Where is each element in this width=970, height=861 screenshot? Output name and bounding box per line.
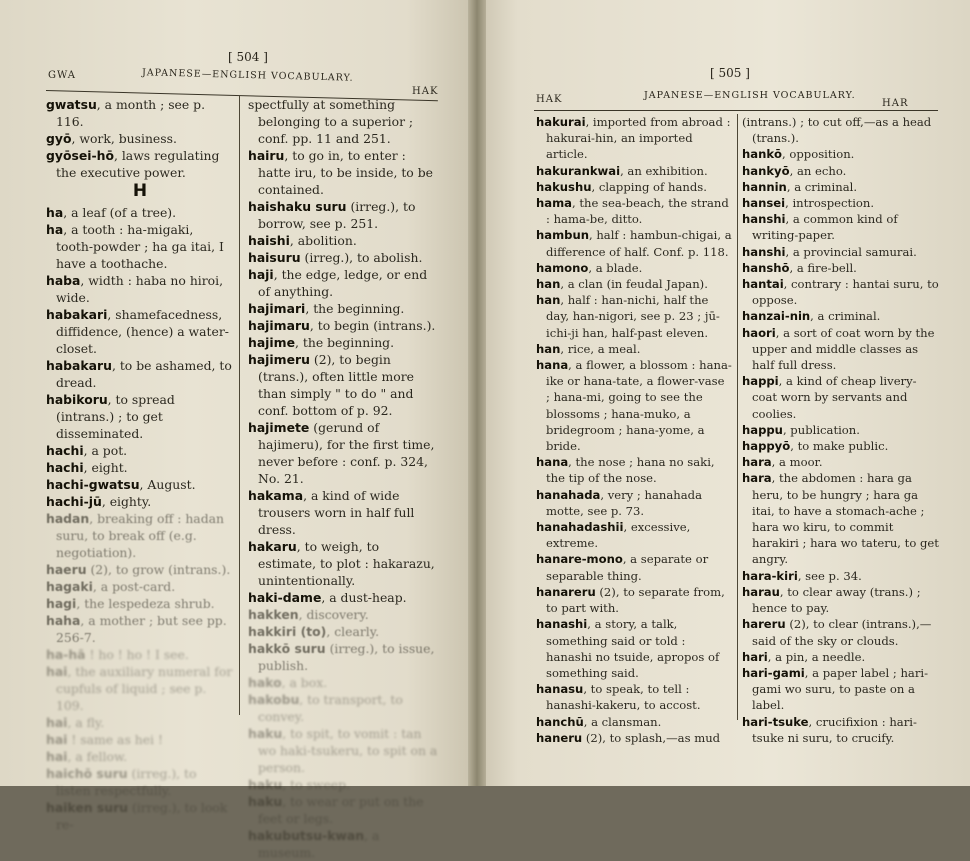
definition: , laws regulating the executive power. [56, 148, 220, 180]
entry [248, 827, 438, 861]
headword: hai [46, 749, 68, 764]
headword: hakken [248, 607, 299, 622]
entry [46, 306, 234, 357]
entry [248, 249, 438, 266]
definition: , a fire-bell. [789, 260, 857, 275]
entry [248, 351, 438, 419]
definition: (irreg.), to borrow, see p. 251. [258, 199, 416, 231]
definition: , a post-card. [92, 579, 176, 594]
entry [46, 96, 234, 130]
definition: , imported from abroad : hakurai-hin, an imported article. [546, 115, 731, 162]
entry [536, 681, 732, 713]
entry [742, 665, 940, 714]
headword: gyōsei-hō [46, 148, 114, 163]
headword: hajimaru [248, 318, 310, 333]
headword: hanare-mono [536, 552, 623, 567]
entry [248, 147, 438, 198]
entry [46, 493, 234, 510]
entry [46, 731, 234, 748]
definition: , a clansman. [583, 714, 662, 729]
definition: , see p. 34. [797, 568, 862, 583]
definition: , excessive, extreme. [546, 520, 691, 551]
headword: habakaru [46, 358, 112, 373]
definition: , a kind of wide trousers worn in half full dress. [258, 488, 415, 537]
entry [536, 114, 732, 163]
entry [248, 640, 438, 674]
headword: hara [742, 471, 772, 486]
headword: happyō [742, 439, 791, 454]
headword: haha [46, 613, 81, 628]
entry [536, 163, 732, 179]
definition: , half : han-nichi, half the day, han-nigori, see p. 23 ; jū-ichi-ji han, half-past eleven. [546, 293, 720, 340]
headword: ha-hā [46, 647, 86, 662]
entry [742, 114, 940, 146]
entry [742, 325, 940, 374]
definition: , a moor. [771, 455, 823, 470]
entry [248, 793, 438, 827]
definition: , the edge, ledge, or end of anything. [258, 267, 428, 299]
headword: haori [742, 325, 776, 340]
headword: hara [742, 455, 772, 470]
definition: , a museum. [258, 828, 380, 860]
headword: hai [46, 664, 68, 679]
entry [536, 292, 732, 341]
entry [536, 341, 732, 357]
headword: haishaku suru [248, 199, 347, 214]
entry [248, 538, 438, 589]
headword: hachi-gwatsu [46, 477, 140, 492]
entry [536, 714, 732, 730]
entry [536, 357, 732, 454]
headword: haisuru [248, 250, 301, 265]
headword: han [536, 277, 561, 292]
headword: ha [46, 222, 64, 237]
headword: gyō [46, 131, 72, 146]
headword: hareru [742, 617, 786, 632]
definition: , a criminal. [810, 309, 881, 324]
headword: hari-gami [742, 665, 805, 680]
definition: , a dust-heap. [321, 590, 407, 605]
page-number: [ 504 ] [228, 50, 268, 64]
headword: hana [536, 455, 569, 470]
headword: ha [46, 205, 64, 220]
entry [248, 317, 438, 334]
headword: haku [248, 777, 283, 792]
headword: happu [742, 422, 783, 437]
headword: hajime [248, 335, 295, 350]
entry [536, 584, 732, 616]
running-head-right: HAR [882, 98, 909, 109]
definition: , to begin (intrans.). [309, 318, 436, 333]
entry [536, 730, 732, 746]
headword: hanshō [742, 260, 790, 275]
running-head-left: HAK [536, 94, 563, 105]
definition: , discovery. [298, 607, 369, 622]
entry [536, 551, 732, 583]
headword: hanareru [536, 584, 596, 599]
definition: , the beginning. [305, 301, 405, 316]
entry [46, 272, 234, 306]
definition: , the auxiliary numeral for cupfuls of liquid ; see p. 109. [56, 664, 233, 713]
entry [742, 454, 940, 470]
entry [742, 422, 940, 438]
headword: hakushu [536, 179, 592, 194]
headword: hakkiri (to) [248, 624, 327, 639]
definition: , a paper label ; hari-gami wo suru, to paste on a label. [752, 665, 929, 713]
header-rule [534, 110, 938, 111]
entry [536, 179, 732, 195]
definition: , clapping of hands. [591, 179, 707, 194]
definition: , a mother ; but see pp. 256-7. [56, 613, 227, 645]
entry [46, 663, 234, 714]
headword: haichō suru [46, 766, 128, 781]
definition: , the abdomen : hara ga heru, to be hungry ; hara ga itai, to have a stomach-ache ; hara wo kiru, to commit harakiri ; hara wo tateru, to get angry. [752, 471, 939, 567]
definition: , to speak, to tell : hanashi-kakeru, to accost. [546, 682, 701, 713]
definition: , a pin, a needle. [767, 649, 866, 664]
definition: , contrary : hantai suru, to oppose. [752, 277, 939, 308]
headword: hakurankwai [536, 163, 621, 178]
headword: hachi-jū [46, 494, 102, 509]
definition: , to be ashamed, to dread. [56, 358, 232, 390]
headword: haki-dame [248, 590, 322, 605]
headword: gwatsu [46, 97, 97, 112]
definition: , a provincial samurai. [785, 244, 917, 259]
left-column-2 [248, 96, 438, 861]
definition: , a clan (in feudal Japan). [560, 277, 708, 292]
entry [536, 276, 732, 292]
entry [46, 510, 234, 561]
headword: han [536, 293, 561, 308]
right-column-1 [536, 114, 732, 746]
entry [742, 584, 940, 616]
headword: haeru [46, 562, 87, 577]
left-page [0, 0, 478, 860]
entry [46, 765, 234, 799]
section-letter: H [132, 181, 148, 201]
entry [248, 674, 438, 691]
entry [46, 459, 234, 476]
headword: hanahadashii [536, 520, 624, 535]
entry [742, 163, 940, 179]
entry [46, 578, 234, 595]
definition: , abolition. [289, 233, 357, 248]
headword: hanasu [536, 682, 584, 697]
definition: ! same as hei ! [67, 732, 163, 747]
definition: , the lespedeza shrub. [76, 596, 215, 611]
definition: , an exhibition. [620, 163, 708, 178]
definition: (2), to clear (intrans.),—said of the sky or clouds. [752, 617, 932, 648]
entry [742, 211, 940, 243]
definition: , to weigh, to estimate, to plot : hakarazu, unintentionally. [258, 539, 435, 588]
running-head-right: HAK [412, 86, 439, 97]
definition: , half : hambun-chigai, a difference of half. Conf. p. 118. [546, 228, 732, 259]
page-number: [ 505 ] [710, 66, 750, 80]
entry [46, 646, 234, 663]
headword: haku [248, 794, 283, 809]
headword: haji [248, 267, 274, 282]
definition: , a box. [281, 675, 328, 690]
entry [46, 748, 234, 765]
definition: , the beginning. [295, 335, 395, 350]
headword: hanshi [742, 244, 786, 259]
definition: , eighty. [101, 494, 152, 509]
entry [248, 725, 438, 776]
definition: , to transport, to convey. [258, 692, 403, 724]
definition: (gerund of hajimeru), for the first time, never before : conf. p. 324, No. 21. [258, 420, 435, 486]
definition: , a pot. [83, 443, 128, 458]
book-gutter [468, 0, 486, 786]
entry [46, 612, 234, 646]
headword: hantai [742, 277, 784, 292]
running-head-center: JAPANESE—ENGLISH VOCABULARY. [644, 90, 856, 101]
definition: , a fly. [67, 715, 105, 730]
definition: , to spread (intrans.) ; to get disseminated. [56, 392, 175, 441]
definition: , a blade. [588, 260, 643, 275]
headword: haishi [248, 233, 290, 248]
definition: , a tooth : ha-migaki, tooth-powder ; ha ga itai, I have a toothache. [56, 222, 224, 271]
definition: , shamefacedness, diffidence, (hence) a water-closet. [56, 307, 229, 356]
entry [46, 561, 234, 578]
definition: , a sort of coat worn by the upper and middle classes as half full dress. [752, 325, 935, 373]
headword: hambun [536, 228, 589, 243]
entry [742, 470, 940, 567]
definition: (2), to separate from, to part with. [546, 584, 725, 616]
definition: , a fellow. [67, 749, 128, 764]
running-head-center: JAPANESE—ENGLISH VOCABULARY. [141, 67, 354, 84]
definition: (irreg.), to issue, publish. [258, 641, 435, 673]
definition: , a month ; see p. 116. [56, 97, 206, 129]
right-column-2 [742, 114, 940, 746]
headword: hajimeru [248, 352, 310, 367]
entry [742, 438, 940, 454]
headword: haba [46, 273, 81, 288]
entry [536, 487, 732, 519]
entry [248, 198, 438, 232]
definition: , to wear or put on the feet or legs. [258, 794, 424, 826]
headword: hako [248, 675, 282, 690]
headword: haiken suru [46, 800, 129, 815]
right-page [478, 0, 970, 786]
headword: hansei [742, 196, 786, 211]
entry [742, 649, 940, 665]
entry [536, 616, 732, 681]
definition: , a kind of cheap livery-coat worn by servants and coolies. [752, 374, 917, 421]
entry [248, 776, 438, 793]
definition: (2), to splash,—as mud [582, 730, 721, 745]
definition: , width : haba no hiroi, wide. [56, 273, 224, 305]
entry [536, 519, 732, 551]
definition: (irreg.), to abolish. [300, 250, 423, 265]
headword: hai [46, 715, 68, 730]
definition: , publication. [782, 422, 860, 437]
headword: hari-tsuke [742, 714, 809, 729]
headword: hakubutsu-kwan [248, 828, 365, 843]
entry [248, 487, 438, 538]
definition: , an echo. [789, 163, 847, 178]
entry [742, 146, 940, 162]
headword: hamono [536, 260, 589, 275]
entry [248, 589, 438, 606]
headword: hairu [248, 148, 285, 163]
headword: hanashi [536, 617, 588, 632]
definition: , a leaf (of a tree). [63, 205, 177, 220]
headword: harau [742, 584, 780, 599]
headword: hanzai-nin [742, 309, 811, 324]
entry [248, 96, 438, 147]
definition: , to clear away (trans.) ; hence to pay. [752, 584, 921, 616]
definition: , to go in, to enter : hatte iru, to be inside, to be contained. [258, 148, 433, 197]
entry [536, 195, 732, 227]
headword: han [536, 341, 561, 356]
definition: , a flower, a blossom : hana-ike or hana-tate, a flower-vase ; hana-mi, going to see the blossoms ; hana-muko, a bridegroom ; hana-yome, a bride. [546, 358, 732, 454]
headword: haku [248, 726, 283, 741]
entry [46, 204, 234, 221]
definition: , work, business. [71, 131, 177, 146]
entry [248, 334, 438, 351]
definition: (intrans.) ; to cut off,—as a head (trans.). [742, 115, 932, 146]
headword: hakama [248, 488, 304, 503]
definition: , the sea-beach, the strand : hama-be, ditto. [546, 196, 729, 227]
entry [742, 616, 940, 648]
definition: , a common kind of writing-paper. [752, 212, 898, 243]
headword: hari [742, 649, 768, 664]
entry [742, 179, 940, 195]
definition: , introspection. [785, 196, 875, 211]
headword: hadan [46, 511, 90, 526]
definition: spectfully at something belonging to a superior ; conf. pp. 11 and 251. [248, 97, 414, 146]
entry [46, 714, 234, 731]
entry [248, 266, 438, 300]
headword: hachi [46, 443, 84, 458]
definition: (irreg.), to listen respectfully. [56, 766, 197, 798]
headword: habakari [46, 307, 108, 322]
running-head-left: GWA [48, 70, 76, 81]
entry [536, 260, 732, 276]
headword: hachi [46, 460, 84, 475]
entry [46, 442, 234, 459]
entry [248, 606, 438, 623]
definition: (2), to begin (trans.), often little more than simply " to do " and conf. bottom of p. 92. [258, 352, 414, 418]
entry [248, 623, 438, 640]
entry [742, 244, 940, 260]
entry [46, 221, 234, 272]
definition: , to make public. [790, 439, 889, 454]
definition: , August. [139, 477, 196, 492]
headword: hana [536, 358, 569, 373]
entry [46, 595, 234, 612]
entry [536, 227, 732, 259]
headword: hagi [46, 596, 77, 611]
column-divider [737, 114, 738, 720]
entry [742, 308, 940, 324]
entry [742, 568, 940, 584]
definition: , the nose ; hana no saki, the tip of the nose. [546, 455, 715, 486]
headword: haneru [536, 730, 583, 745]
entry [46, 147, 234, 181]
entry [742, 373, 940, 422]
entry [536, 454, 732, 486]
definition: , a story, a talk, something said or told : hanashi no tsuide, apropos of something said. [546, 617, 720, 680]
definition: , a separate or separable thing. [546, 552, 709, 583]
entry [46, 130, 234, 147]
entry [46, 799, 234, 833]
headword: hanahada [536, 487, 601, 502]
definition: (irreg.), to look re- [56, 800, 228, 832]
headword: habikoru [46, 392, 108, 407]
definition: , crucifixion : hari-tsuke ni suru, to crucify. [752, 714, 917, 745]
entry [742, 714, 940, 746]
entry [46, 357, 234, 391]
headword: hankō [742, 147, 783, 162]
definition: , to sweep. [282, 777, 351, 792]
column-divider [239, 95, 240, 715]
headword: hakobu [248, 692, 300, 707]
definition: , rice, a meal. [560, 341, 641, 356]
headword: hajimete [248, 420, 310, 435]
headword: hanchū [536, 714, 584, 729]
headword: hai [46, 732, 68, 747]
headword: hara-kiri [742, 568, 798, 583]
entry [248, 691, 438, 725]
entry [248, 232, 438, 249]
definition: (2), to grow (intrans.). [86, 562, 231, 577]
entry [742, 276, 940, 308]
headword: hakurai [536, 115, 586, 129]
entry [742, 195, 940, 211]
headword: hajimari [248, 301, 306, 316]
entry [248, 419, 438, 487]
headword: hagaki [46, 579, 93, 594]
definition: , a criminal. [786, 179, 858, 194]
definition: , breaking off : hadan suru, to break off (e.g. negotiation). [56, 511, 224, 560]
definition: , eight. [83, 460, 128, 475]
entry [46, 476, 234, 493]
entry [248, 300, 438, 317]
headword: hakaru [248, 539, 297, 554]
definition: ! ho ! ho ! I see. [85, 647, 189, 662]
definition: , very ; hanahada motte, see p. 73. [546, 487, 702, 518]
definition: , to spit, to vomit : tan wo haki-tsukeru, to spit on a person. [258, 726, 438, 775]
definition: , clearly. [326, 624, 380, 639]
definition: , opposition. [782, 147, 855, 162]
headword: hankyō [742, 163, 790, 178]
headword: hannin [742, 179, 787, 194]
headword: hama [536, 196, 572, 211]
entry [742, 260, 940, 276]
entry [46, 391, 234, 442]
left-column-1 [46, 96, 234, 833]
headword: happi [742, 374, 779, 389]
headword: hanshi [742, 212, 786, 227]
headword: hakkō suru [248, 641, 326, 656]
